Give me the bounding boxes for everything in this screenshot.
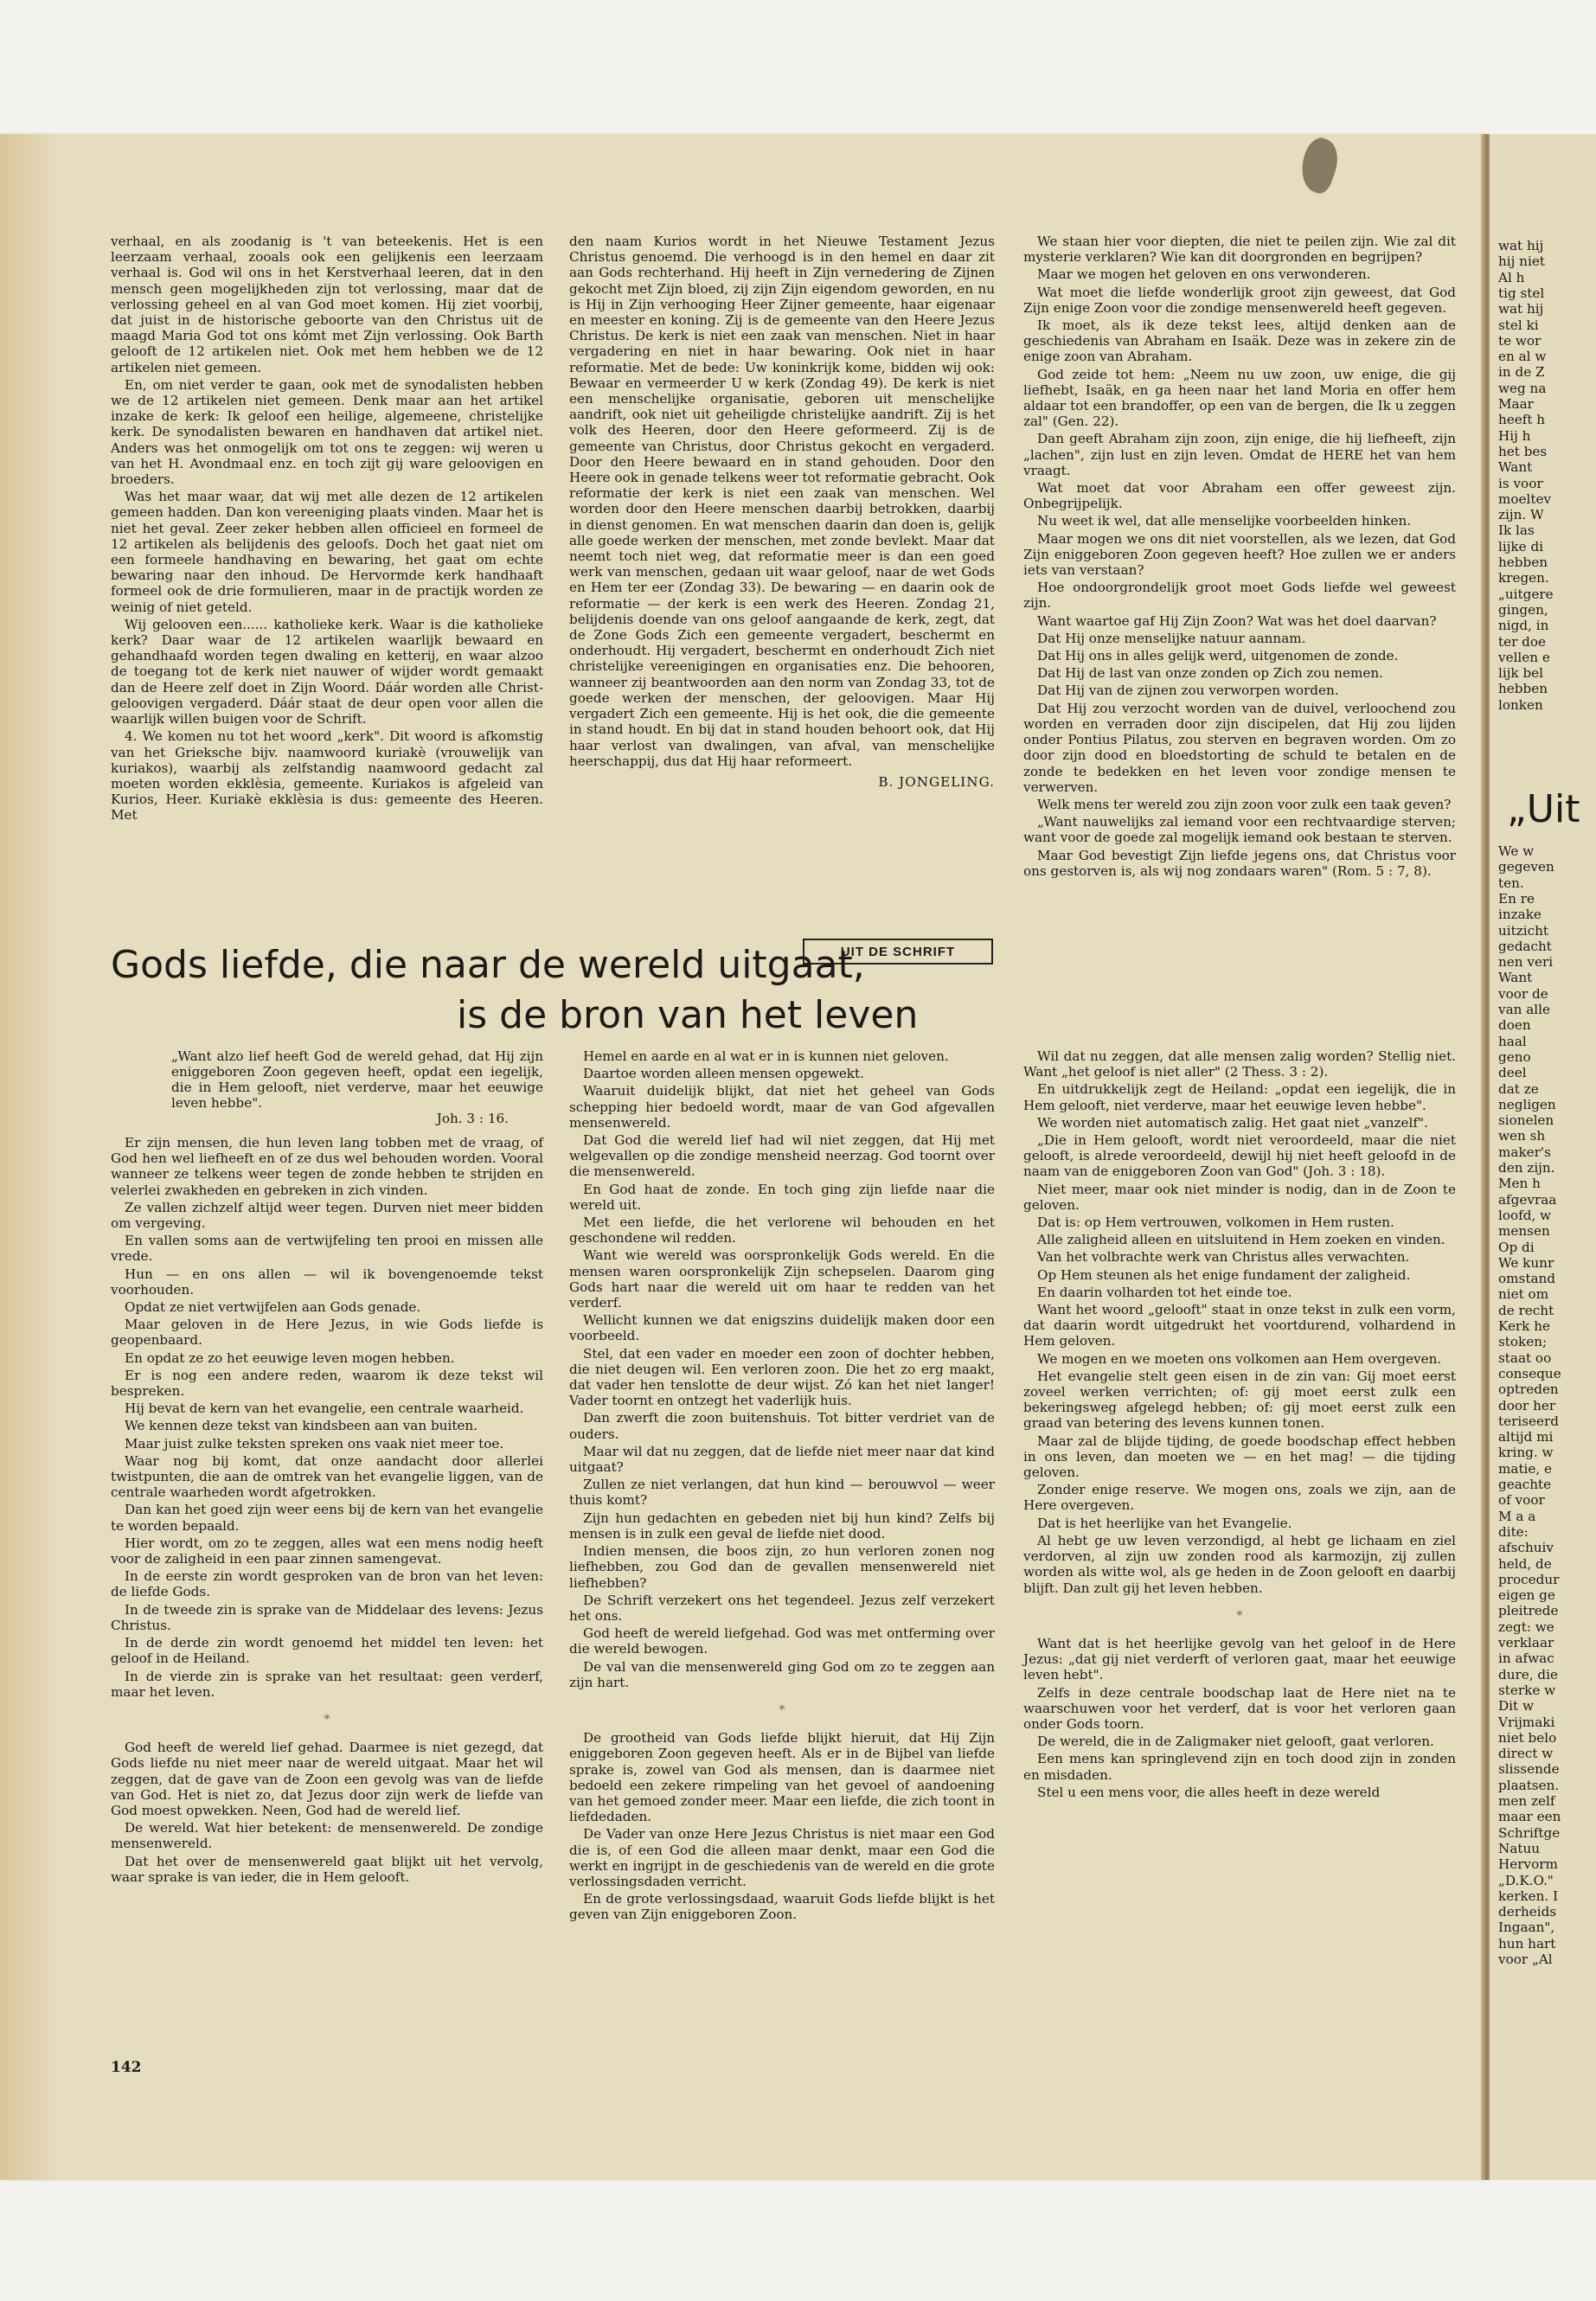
adjacent-text-fragment: afschuiv [1498,1540,1554,1556]
adjacent-text-fragment: gingen, [1498,601,1548,618]
paragraph: Was het maar waar, dat wij met alle dezen de 12 artikelen gemeen hadden. Dan kon vereeniging plaats vinden. Maar het is niet het geval. Zeer zeker hebben allen officieel en formeel de 12 artikelen als belijdenis des geloofs. Doch het gaat niet om een formeele handhaving en bewaring, het gaat om echte bewaring naar den inhoud. De Hervormde kerk handhaaft formeel ook de drie formulieren, maar in de practijk worden ze weinig of niet geteld. [111,489,543,615]
paragraph: Hemel en aarde en al wat er in is kunnen niet geloven. [583,1048,949,1064]
paragraph: We mogen en we moeten ons volkomen aan Hem overgeven. [1037,1350,1442,1367]
paragraph: Maar geloven in de Here Jezus, in wie Gods liefde is geopenbaard. [111,1317,543,1349]
adjacent-text-fragment: We kunr [1498,1254,1554,1271]
paragraph: We kennen deze tekst van kindsbeen aan van buiten. [125,1418,478,1434]
adjacent-text-fragment: nen veri [1498,954,1554,971]
adjacent-text-fragment: eigen ge [1498,1587,1555,1604]
section-divider: * [779,1702,785,1717]
adjacent-text-fragment: wat hij [1498,301,1544,317]
adjacent-text-fragment: en al w [1498,349,1547,365]
adjacent-text-fragment: omstand [1498,1271,1556,1287]
paragraph: Dan zwerft die zoon buitenshuis. Tot bitter verdriet van de ouders. [569,1410,995,1442]
paragraph: En vallen soms aan de vertwijfeling ten prooi en missen alle vrede. [111,1233,543,1265]
sermon-column-1 [111,1048,543,1887]
adjacent-text-fragment: vellen e [1498,649,1550,665]
paragraph: De wereld. Wat hier betekent: de mensenwereld. De zondige mensenwereld. [111,1820,543,1852]
paragraph: Hun — en ons allen — wil ik bovengenoemde tekst voorhouden. [111,1266,543,1298]
page-number: 142 [111,2059,142,2076]
adjacent-text-fragment: niet om [1498,1286,1549,1303]
adjacent-text-fragment: Want [1498,459,1533,476]
adjacent-text-fragment: direct w [1498,1746,1554,1762]
paragraph: God heeft de wereld lief gehad. Daarmee is niet gezegd, dat Gods liefde nu niet meer naar de wereld uitgaat. Maar het wil zeggen, dat de gave van de Zoon een gevolg was van de liefde van God. Het is niet zo, dat Jezus door zijn werk de liefde van God moest opwekken. Neen, God had de wereld lief. [111,1740,543,1818]
adjacent-text-fragment: doen [1498,1017,1531,1034]
paragraph: Dat Hij de last van onze zonden op Zich zou nemen. [1037,665,1383,682]
adjacent-text-fragment: Al h [1498,269,1525,285]
paragraph: Maar wil dat nu zeggen, dat de liefde niet meer naar dat kind uitgaat? [569,1443,995,1476]
paragraph: Waaruit duidelijk blijkt, dat niet het geheel van Gods schepping hier bedoeld wordt, maar de van God afgevallen mensenwereld. [569,1083,995,1131]
adjacent-text-fragment: hun hart [1498,1935,1556,1952]
adjacent-text-fragment: hebben [1498,554,1548,570]
paragraph: Op Hem steunen als het enige fundament der zaligheid. [1037,1266,1411,1283]
paragraph: De wereld, die in de Zaligmaker niet gelooft, gaat verloren. [1037,1734,1434,1750]
paragraph: Zullen ze niet verlangen, dat hun kind — berouwvol — weer thuis komt? [569,1477,995,1509]
paragraph: Ik moet, als ik deze tekst lees, altijd denken aan de geschiedenis van Abraham en Isaäk. Deze was in zekere zin de enige zoon van Abraham. [1023,317,1456,365]
adjacent-text-fragment: slissende [1498,1761,1560,1778]
adjacent-heading: „Uit [1507,787,1580,831]
paragraph: Alle zaligheid alleen en uitsluitend in Hem zoeken en vinden. [1037,1232,1445,1248]
adjacent-text-fragment: den zijn. [1498,1160,1555,1176]
adjacent-text-fragment: negligen [1498,1096,1556,1112]
section-tag: UIT DE SCHRIFT [803,939,993,965]
adjacent-text-fragment: lonken [1498,696,1543,713]
paragraph: Wij gelooven een...... katholieke kerk. Waar is die katholieke kerk? Daar waar de 12 artikelen waarlijk bewaard en gehandhaafd worden tegen dwaling en ketterij, en waar alzoo de toegang tot de kerk niet nauwer of wijder wordt gemaakt dan de Heere zelf doet in Zijn Woord. Dáár worden alle Christ-geloovigen vergaderd. Dáár staat de deur open voor allen die waarlijk willen buigen voor de Schrift. [111,616,543,727]
paragraph: Er is nog een andere reden, waarom ik deze tekst wil bespreken. [111,1367,543,1400]
adjacent-text-fragment: dite: [1498,1523,1529,1540]
author-signature: B. JONGELING. [878,773,995,790]
paragraph: God zeide tot hem: „Neem nu uw zoon, uw enige, die gij liefhebt, Isaäk, en ga heen naar het land Moria en offer hem aldaar tot een brandoffer, op een van de bergen, die Ik u zeggen zal" (Gen. 22). [1023,366,1456,430]
adjacent-text-fragment: is voor [1498,475,1543,491]
paragraph: Want dat is het heerlijke gevolg van het geloof in de Here Jezus: „dat gij niet verderft of verloren gaat, maar het eeuwige leven hebt". [1023,1635,1456,1683]
paragraph: Het evangelie stelt geen eisen in de zin van: Gij moet eerst zoveel werken verrichten; of: gij moet eerst zulk een bekeringsweg afgelegd hebben; of: gij moet eerst zulk een graad van betering des levens kunnen tonen. [1023,1368,1456,1432]
adjacent-text-fragment: geachte [1498,1477,1552,1492]
paragraph: Dat is het heerlijke van het Evangelie. [1037,1515,1292,1531]
adjacent-text-fragment: Op di [1498,1239,1535,1255]
quote-reference: Joh. 3 : 16. [436,1111,509,1126]
paragraph: Al hebt ge uw leven verzondigd, al hebt ge lichaam en ziel verdorven, al zijn uw zonden rood als karmozijn, zij zullen worden als witte wol, als ge heden in de Zoon gelooft en daarbij blijft. Dan zult gij het leven hebben. [1023,1532,1456,1596]
adjacent-text-fragment: matie, e [1498,1460,1553,1477]
adjacent-text-fragment: maar een [1498,1809,1561,1825]
headline-line-1: Gods liefde, die naar de wereld uitgaat, [111,943,865,987]
adjacent-text-fragment: wen sh [1498,1128,1546,1144]
adjacent-text-fragment: kregen. [1498,570,1549,586]
adjacent-text-fragment: loofd, w [1498,1207,1552,1223]
adjacent-text-fragment: lijk bel [1498,665,1544,682]
adjacent-text-fragment: zijn. W [1498,507,1544,523]
adjacent-text-fragment: Maar [1498,396,1534,412]
paragraph: We worden niet automatisch zalig. Het gaat niet „vanzelf". [1037,1114,1428,1131]
adjacent-text-fragment: geno [1498,1048,1531,1065]
paragraph: Dat God die wereld lief had wil niet zeggen, dat Hij met welgevallen op die zondige mensheid neerzag. God toornt over die mensenwereld. [569,1132,995,1180]
adjacent-text-fragment: Men h [1498,1176,1541,1192]
adjacent-text-fragment: door her [1498,1397,1556,1413]
paragraph: „Want nauwelijks zal iemand voor een rechtvaardige sterven; want voor de goede zal mogelijk iemand ook bestaan te sterven. [1023,814,1456,846]
adjacent-text-fragment: tig stel [1498,285,1545,301]
adjacent-text-fragment: procedur [1498,1571,1560,1587]
adjacent-text-fragment: in de Z [1498,364,1545,381]
adjacent-text-fragment: voor de [1498,985,1548,1002]
adjacent-text-fragment: held, de [1498,1555,1552,1572]
paragraph: Want wie wereld was oorspronkelijk Gods wereld. En die mensen waren oorspronkelijk Zijn schepselen. Daarom ging Gods hart naar die wereld uit om haar te redden van het verderf. [569,1247,995,1311]
paragraph: Welk mens ter wereld zou zijn zoon voor zulk een taak geven? [1037,796,1452,812]
paragraph: En, om niet verder te gaan, ook met de synodalisten hebben we de 12 artikelen niet gemeen. Denk maar aan het artikel inzake de kerk: Ik geloof een heilige, algemeene, christelijke kerk. De synodalisten bewaren en handhaven dat artikel niet. Anders was het onmogelijk om tot ons te zeggen: wij weren u van het H. Avondmaal enz. en toch zijt gij ware geloovigen en broeders. [111,376,543,488]
scripture-quote [171,1048,543,1126]
adjacent-text-fragment: En re [1498,890,1535,907]
paragraph: Dat Hij onze menselijke natuur aannam. [1037,630,1306,646]
adjacent-text-fragment: weg na [1498,380,1547,396]
adjacent-text-fragment: Schriftge [1498,1824,1561,1841]
adjacent-text-fragment: zegt: we [1498,1618,1554,1635]
paragraph: We staan hier voor diepten, die niet te peilen zijn. Wie zal dit mysterie verklaren? Wie kan dit doorgronden en begrijpen? [1023,234,1456,266]
adjacent-text-fragment: maker's [1498,1144,1551,1160]
paragraph: Wil dat nu zeggen, dat alle mensen zalig worden? Stellig niet. Want „het geloof is niet aller" (2 Thess. 3 : 2). [1023,1048,1456,1080]
adjacent-text-fragment: uitzicht [1498,922,1548,939]
paragraph: Wat moet die liefde wonderlijk groot zijn geweest, dat God Zijn enige Zoon voor die zondige mensenwereld heeft gegeven. [1023,284,1456,316]
adjacent-text-fragment: dat ze [1498,1080,1539,1097]
adjacent-text-fragment: Vrijmaki [1498,1714,1555,1730]
adjacent-text-fragment: haal [1498,1033,1527,1049]
paragraph: En de grote verlossingsdaad, waaruit Gods liefde blijkt is het geven van Zijn eniggeboren Zoon. [569,1891,995,1923]
paragraph: Zonder enige reserve. We mogen ons, zoals we zijn, aan de Here overgeven. [1023,1482,1456,1514]
adjacent-text-fragment: optreden [1498,1381,1559,1398]
adjacent-text-fragment: gedacht [1498,938,1552,954]
paragraph: Daartoe worden alleen mensen opgewekt. [583,1066,864,1082]
paragraph: Hij bevat de kern van het evangelie, een centrale waarheid. [125,1400,524,1417]
adjacent-text-fragment: „uitgere [1498,586,1554,602]
paragraph: Dat Hij van de zijnen zou verworpen worden. [1037,683,1339,699]
adjacent-text-fragment: voor „Al [1498,1952,1553,1967]
paragraph: En God haat de zonde. En toch ging zijn liefde naar die wereld uit. [569,1181,995,1213]
adjacent-text-fragment: gegeven [1498,859,1554,875]
paragraph: En opdat ze zo het eeuwige leven mogen hebben. [125,1349,455,1366]
adjacent-text-fragment: „D.K.O." [1498,1872,1554,1888]
paragraph: Dat Hij ons in alles gelijk werd, uitgenomen de zonde. [1037,648,1399,664]
adjacent-text-fragment: sionelen [1498,1112,1554,1129]
paragraph: De Schrift verzekert ons het tegendeel. Jezus zelf verzekert het ons. [569,1592,995,1624]
adjacent-text-fragment: altijd mi [1498,1429,1554,1445]
paragraph: Want waartoe gaf Hij Zijn Zoon? Wat was het doel daarvan? [1037,612,1437,629]
adjacent-text-fragment: ter doe [1498,633,1547,650]
sermon-column-3 [1023,1048,1456,1802]
adjacent-text-fragment: Dit w [1498,1698,1534,1715]
paragraph: Waar nog bij komt, dat onze aandacht door allerlei twistpunten, die aan de omtrek van het evangelie liggen, van de centrale waarheden wordt afgetrokken. [111,1452,543,1501]
adjacent-text-fragment: Hervorm [1498,1856,1558,1873]
adjacent-text-fragment: ten. [1498,875,1524,891]
adjacent-text-fragment: deel [1498,1065,1527,1081]
paragraph: De val van die mensenwereld ging God om zo te zeggen aan zijn hart. [569,1658,995,1690]
paragraph: In de tweede zin is sprake van de Middelaar des levens: Jezus Christus. [111,1601,543,1633]
paragraph: Met een liefde, die het verlorene wil behouden en het geschondene wil redden. [569,1215,995,1247]
paragraph: Maar zal de blijde tijding, de goede boodschap effect hebben in ons leven, dan moeten we — en het mag! — die tijding geloven. [1023,1433,1456,1481]
adjacent-text-fragment: inzake [1498,907,1542,923]
paragraph: Zelfs in deze centrale boodschap laat de Here niet na te waarschuwen voor het verderf, dat is voor het verloren gaan onder Gods toorn. [1023,1684,1456,1732]
adjacent-text-fragment: conseque [1498,1365,1561,1381]
section-divider: * [1236,1608,1243,1623]
paragraph: Ze vallen zichzelf altijd weer tegen. Durven niet meer bidden om vergeving. [111,1199,543,1232]
paragraph: Dat Hij zou verzocht worden van de duivel, verloochend zou worden en verraden door zijn discipelen, dat Hij zou lijden onder Pontius Pilatus, zou sterven en begraven worden. Om zo door zijn dood en bloedstorting de schuld te betalen en de zonde te bedekken en het leven voor zondige mensen te verwerven. [1023,700,1456,795]
paragraph: God heeft de wereld liefgehad. God was met ontferming over die wereld bewogen. [569,1625,995,1657]
adjacent-text-fragment: in afwac [1498,1650,1554,1667]
adjacent-text-fragment: Kerk he [1498,1318,1550,1334]
adjacent-text-fragment: kerken. I [1498,1888,1559,1904]
paragraph: In de derde zin wordt genoemd het middel ten leven: het geloof in de Heiland. [111,1635,543,1667]
paragraph: Dan geeft Abraham zijn zoon, zijn enige, die hij liefheeft, zijn „lachen", zijn lust en zijn leven. Omdat de HERE het van hem vraagt. [1023,431,1456,478]
paragraph: Er zijn mensen, die hun leven lang tobben met de vraag, of God hen wel liefheeft en of ze dus wel behouden worden. Vooral wanneer ze telkens weer tegen de zonde hebben te strijden en velerlei zwakheden en gebreken in zich vinden. [111,1135,543,1198]
paragraph: In de eerste zin wordt gesproken van de bron van het leven: de liefde Gods. [111,1568,543,1600]
adjacent-text-fragment: derheids [1498,1904,1557,1920]
adjacent-text-fragment: hebben [1498,681,1548,697]
adjacent-text-fragment: dure, die [1498,1666,1558,1682]
article-column-1 [111,234,543,825]
adjacent-text-fragment: Ingaan", [1498,1920,1555,1936]
paragraph: Stel, dat een vader en moeder een zoon of dochter hebben, die niet deugen wil. Een verloren zoon. Die het zo erg maakt, dat vader hen tenslotte de deur wijst. Zó kan het niet langer! Vader toornt en ontzegt het vaderlijk huis. [569,1345,995,1409]
adjacent-text-fragment: afgevraa [1498,1191,1557,1208]
paragraph: Niet meer, maar ook niet minder is nodig, dan in de Zoon te geloven. [1023,1181,1456,1213]
adjacent-text-fragment: verklaar [1498,1635,1554,1650]
paragraph: Maar God bevestigt Zijn liefde jegens ons, dat Christus voor ons gestorven is, als wij nog zondaars waren" (Rom. 5 : 7, 8). [1023,847,1456,879]
paragraph: Een mens kan springlevend zijn en toch dood zijn in zonden en misdaden. [1023,1751,1456,1783]
adjacent-text-fragment: Ik las [1498,522,1535,539]
paragraph: Opdat ze niet vertwijfelen aan Gods genade. [125,1299,421,1316]
paragraph: Indien mensen, die boos zijn, zo hun verloren zonen nog liefhebben, zou God dan de gevallen mensenwereld niet liefhebben? [569,1543,995,1591]
paragraph: Hier wordt, om zo te zeggen, alles wat een mens nodig heeft voor de zaligheid in een paar zinnen samengevat. [111,1535,543,1567]
paragraph: De grootheid van Gods liefde blijkt hieruit, dat Hij Zijn eniggeboren Zoon gegeven heeft. Als er in de Bijbel van liefde sprake is, zowel van God als mensen, dan is daarmee niet bedoeld een zekere rimpeling van het gevoel of aandoening van het gemoed zonder meer. Maar een liefde, die zich toont in liefdedaden. [569,1730,995,1825]
adjacent-text-fragment: lijke di [1498,538,1544,554]
adjacent-text-fragment: pleitrede [1498,1603,1559,1619]
adjacent-text-fragment: de recht [1498,1302,1554,1318]
paragraph: Want het woord „gelooft" staat in onze tekst in zulk een vorm, dat daarin wordt uitgedrukt het voortdurend, volhardend in Hem geloven. [1023,1302,1456,1349]
paragraph: Maar juist zulke teksten spreken ons vaak niet meer toe. [125,1435,504,1452]
paragraph: „Die in Hem gelooft, wordt niet veroordeeld, maar die niet gelooft, is alrede veroordeeld, dewijl hij niet heeft geloofd in de naam van de eniggeboren Zoon van God" (Joh. 3 : 18). [1023,1132,1456,1180]
article-column-2 [569,234,995,790]
sermon-column-2 [569,1048,995,1925]
adjacent-text-fragment: te wor [1498,332,1542,349]
paragraph: Dat is: op Hem vertrouwen, volkomen in Hem rusten. [1037,1215,1394,1231]
paragraph: Maar mogen we ons dit niet voorstellen, als we lezen, dat God Zijn eniggeboren Zoon gegeven heeft? Hoe zullen we er anders iets van verstaan? [1023,530,1456,579]
headline-line-2: is de bron van het leven [457,993,919,1037]
paragraph: Hoe ondoorgrondelijk groot moet Gods liefde wel geweest zijn. [1023,580,1456,612]
paragraph: En daarin volharden tot het einde toe. [1037,1284,1292,1300]
paragraph: Van het volbrachte werk van Christus alles verwachten. [1037,1249,1410,1266]
adjacent-text-fragment: het bes [1498,443,1548,459]
adjacent-text-fragment: staat oo [1498,1349,1552,1366]
adjacent-text-fragment: Hij h [1498,427,1531,444]
adjacent-text-fragment: We w [1498,843,1535,859]
paragraph: In de vierde zin is sprake van het resultaat: geen verderf, maar het leven. [111,1668,543,1700]
paragraph: Dan kan het goed zijn weer eens bij de kern van het evangelie te worden bepaald. [111,1502,543,1534]
section-divider: * [324,1712,330,1727]
adjacent-text-fragment: Natuu [1498,1840,1541,1856]
adjacent-text-fragment: plaatsen. [1498,1777,1560,1793]
adjacent-text-fragment: teriseerd [1498,1413,1559,1429]
adjacent-text-fragment: kring. w [1498,1445,1554,1461]
adjacent-text-fragment: Want [1498,970,1533,986]
adjacent-text-fragment: stel ki [1498,317,1539,333]
paragraph: Wat moet dat voor Abraham een offer geweest zijn. Onbegrijpelijk. [1023,480,1456,512]
adjacent-text-fragment: heeft h [1498,412,1546,428]
adjacent-text-fragment: mensen [1498,1223,1550,1240]
adjacent-text-fragment: nigd, in [1498,618,1549,634]
adjacent-text-fragment: M a a [1498,1508,1536,1524]
adjacent-text-fragment: van alle [1498,1002,1551,1017]
adjacent-text-fragment: niet belo [1498,1729,1557,1746]
article-column-3 [1023,234,1456,881]
adjacent-text-fragment: wat hij [1498,238,1544,253]
adjacent-text-fragment: moeltev [1498,490,1552,507]
adjacent-text-fragment: stoken; [1498,1334,1548,1350]
paragraph: Nu weet ik wel, dat alle menselijke voorbeelden hinken. [1037,513,1412,529]
paragraph: 4. We komen nu tot het woord „kerk". Dit woord is afkomstig van het Grieksche bijv. naamwoord kuriakè (vrouwelijk van kuriakos), waarbij als zelfstandig naamwoord gedacht zal moeten worden ekklèsia, gemeente. Kuriakos is afgeleid van Kurios, Heer. Kuriakè ekklèsia is dus: gemeente des Heeren. Met [111,728,543,824]
paragraph: Zijn hun gedachten en gebeden niet bij hun kind? Zelfs bij mensen is in zulk een geval de liefde niet dood. [569,1509,995,1541]
paragraph: Stel u een mens voor, die alles heeft in deze wereld [1037,1784,1381,1800]
paragraph: verhaal, en als zoodanig is 't van beteekenis. Het is een leerzaam verhaal, zooals ook een gelijkenis een leerzaam verhaal is. God wil ons in het Kerstverhaal leeren, dat in den mensch geen mogelijkheden zijn tot verlossing, maar dat de verlossing geheel en al van God moet komen. Hij ziet voorbij, dat juist in de historische geboorte van den Christus uit de maagd Maria God tot ons kómt met Zijn verlossing. Ook Barth gelooft de 12 artikelen niet. Ook met hem hebben we de 12 artikelen niet gemeen. [111,234,543,375]
paragraph: De Vader van onze Here Jezus Christus is niet maar een God die is, of een God die alleen maar denkt, maar een God die werkt en ingrijpt in de geschiedenis van de wereld en die grote verlossingsdaden verricht. [569,1826,995,1889]
adjacent-text-fragment: men zelf [1498,1793,1555,1809]
paragraph: En uitdrukkelijk zegt de Heiland: „opdat een iegelijk, die in Hem gelooft, niet verderve, maar het eeuwige leven hebbe". [1023,1081,1456,1113]
paragraph: den naam Kurios wordt in het Nieuwe Testament Jezus Christus genoemd. Die verhoogd is in den hemel en daar zit aan Gods rechterhand. Hij heeft in Zijn vernedering de Zijnen gekocht met Zijn bloed, zij zijn Zijn eigendom geworden, en nu is Hij in Zijn verhooging Heer Zijner gemeente, haar eigenaar en meester en koning. Zij is de gemeente van den Heere Jezus Christus. De kerk is niet een zaak van menschen. Niet in haar vergadering en niet in haar bewaring. Ook niet in haar reformatie. Met de bede: Uw koninkrijk kome, bidden wij ook: Bewaar en vermeerder U w kerk (Zondag 49). De kerk is niet een menschelijke organisatie, geboren uit menschelijke aandrift, ook niet uit geheiligde christelijke aandrift. Zij is het volk des Heeren, door den Heere geformeerd. Zij is de gemeente van Christus, door Christus gekocht en vergaderd. Door den Heere bewaard en in stand gehouden. Door den Heere ook in genade telkens weer tot reformatie gebracht. Ook reformatie der kerk is niet een zaak van menschen. Wel worden door den Heere menschen daarbij betrokken, daarbij in dienst genomen. En wat menschen daarin dan doen is, gelijk alle goede werken der menschen, met zonde bevlekt. Maar dat neemt toch niet weg, dat reformatie meer is dan een goed werk van menschen, gedaan uit waar geloof, naar de wet Gods en Hem ter eer (Zondag 33). De bewaring — en daarin ook de reformatie — der kerk is een werk des Heeren. Zondag 21, belijdenis doende van ons geloof aangaande de kerk, zegt, dat de Zone Gods Zich een gemeente vergadert, beschermt en onderhoudt. Hij vergadert, beschermt en onderhoudt Zich niet christelijke vereenigingen en organisaties enz. Die behooren, wanneer zij beantwoorden aan den norm van Zondag 33, tot de goede werken der menschen, der geloovigen. Maar Hij vergadert Zich een gemeente. Hij is het ook, die die gemeente in stand houdt. En bij dat in stand houden behoort ook, dat Hij haar verlost van dwalingen, van afval, van menschelijke heerschappij, dus dat Hij haar reformeert. [569,234,995,769]
paragraph: Dat het over de mensenwereld gaat blijkt uit het vervolg, waar sprake is van ieder, die in Hem gelooft. [111,1853,543,1885]
adjacent-text-fragment: sterke w [1498,1682,1556,1698]
quote-text: „Want alzo lief heeft God de wereld gehad, dat Hij zijn eniggeboren Zoon gegeven heeft, opdat een iegelijk, die in Hem gelooft, niet verderve, maar het eeuwige leven hebbe". [171,1048,543,1111]
adjacent-text-fragment: of voor [1498,1492,1545,1509]
paragraph: Wellicht kunnen we dat enigszins duidelijk maken door een voorbeeld. [569,1312,995,1344]
paragraph: Maar we mogen het geloven en ons verwonderen. [1037,266,1371,283]
adjacent-text-fragment: hij niet [1498,253,1545,270]
